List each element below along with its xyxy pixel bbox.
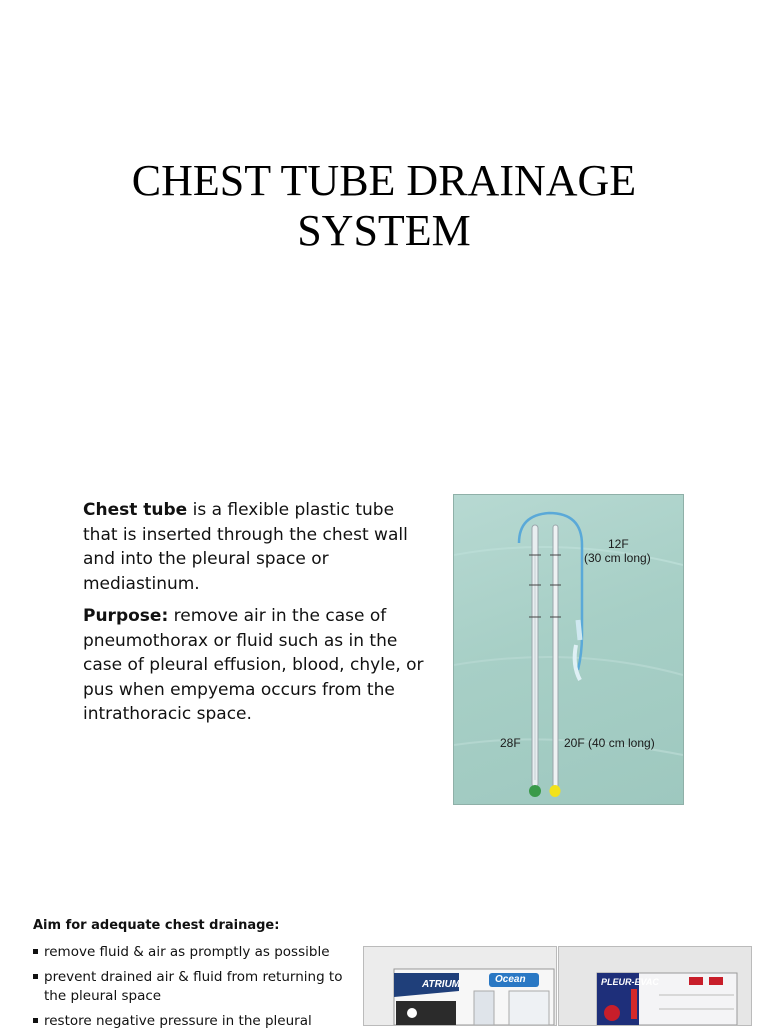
definition-text-block bbox=[83, 498, 428, 735]
tip-yellow bbox=[550, 785, 561, 797]
label-12f: 12F bbox=[608, 537, 629, 551]
aim-bullet-list bbox=[33, 943, 353, 1036]
label-20f: 20F (40 cm long) bbox=[564, 736, 655, 750]
ocean-logo: Ocean bbox=[495, 974, 526, 985]
aim-bullet-item: prevent drained air & fluid from returning to the pleural space bbox=[33, 968, 353, 1007]
label-28f: 28F bbox=[500, 736, 521, 750]
tube-20f bbox=[553, 525, 558, 789]
definition-paragraph bbox=[83, 498, 428, 596]
pleur-evac-logo: PLEUR-EVAC bbox=[601, 977, 659, 987]
purpose-term: Purpose: bbox=[83, 606, 169, 626]
slide-title bbox=[0, 156, 768, 256]
aim-bullet-item: remove fluid & air as promptly as possible bbox=[33, 943, 353, 963]
definition-term: Chest tube bbox=[83, 500, 188, 520]
tube-12f bbox=[519, 513, 582, 670]
chest-tube-photo bbox=[453, 494, 684, 805]
aim-bullet-item: restore negative pressure in the pleural bbox=[33, 1012, 353, 1032]
pleur-evac-device-photo bbox=[558, 946, 752, 1026]
purpose-text: remove air in the case of pneumothorax or fluid such as in the case of pleural effusion, blood, chyle, or pus when empyema occurs from the intrathoracic space. bbox=[83, 606, 424, 724]
definition-text: is a flexible plastic tube that is inserted through the chest wall and into the pleural space or mediastinum. bbox=[83, 500, 408, 594]
slide-title-line-2: SYSTEM bbox=[297, 206, 471, 255]
tip-green bbox=[529, 785, 541, 797]
purpose-paragraph bbox=[83, 604, 428, 727]
chest-tube-illustration bbox=[454, 495, 683, 804]
slide-title-line-1: CHEST TUBE DRAINAGE bbox=[131, 156, 637, 205]
atrium-drainage-device-photo bbox=[363, 946, 557, 1026]
aim-heading: Aim for adequate chest drainage: bbox=[33, 918, 280, 933]
atrium-logo: ATRIUM bbox=[422, 979, 461, 990]
label-12f-length: (30 cm long) bbox=[584, 551, 651, 565]
